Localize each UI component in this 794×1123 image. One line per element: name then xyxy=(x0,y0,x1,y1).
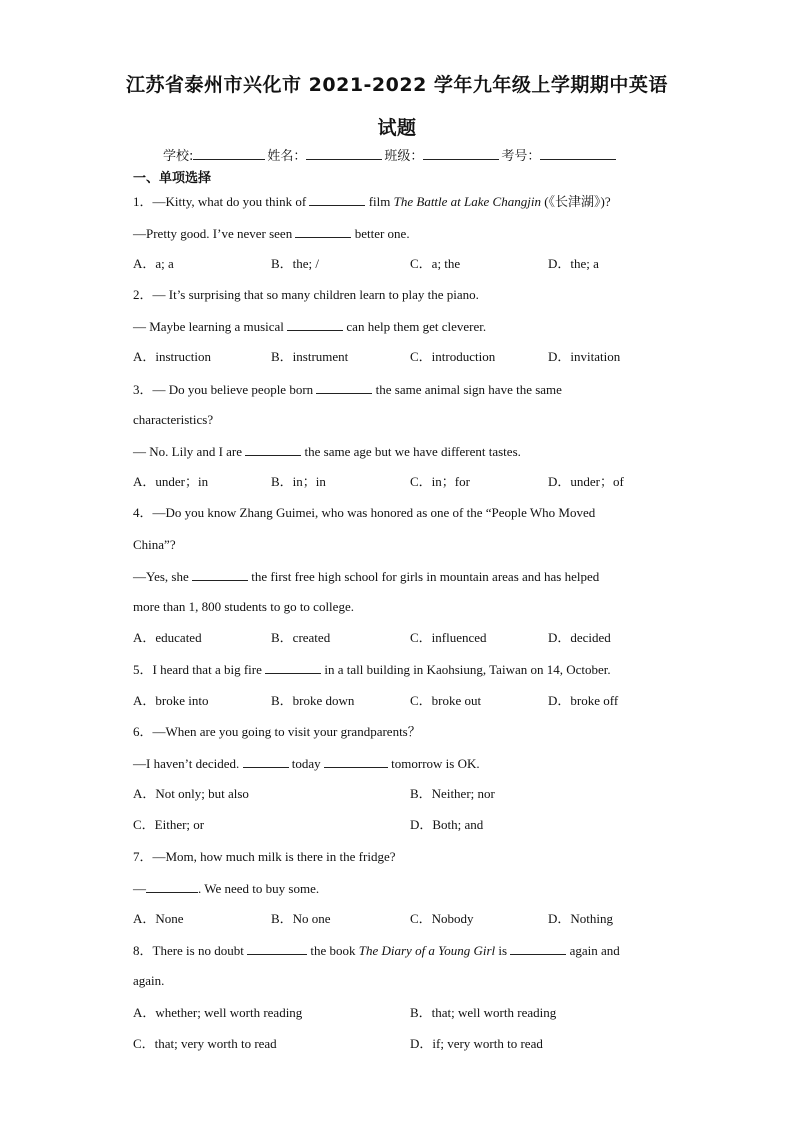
q2-option-a[interactable]: A．instruction xyxy=(133,349,211,364)
answer-blank[interactable] xyxy=(243,755,289,768)
question-3-text: 3．— Do you believe people born xyxy=(133,382,317,397)
page-title-continued: 试题 xyxy=(377,117,417,139)
answer-blank[interactable] xyxy=(265,661,321,674)
answer-blank[interactable] xyxy=(247,942,307,955)
q5-option-a[interactable]: A．broke into xyxy=(133,693,209,708)
question-5-text: in a tall building in Kaohsiung, Taiwan on 14, October. xyxy=(321,662,611,677)
q6-option-a[interactable]: A．Not only; but also xyxy=(133,786,249,801)
question-3-line-2: characteristics? xyxy=(133,412,214,427)
q3-option-d[interactable]: D．under；of xyxy=(548,474,624,489)
school-field[interactable] xyxy=(193,147,265,160)
film-title: The Battle at Lake Changjin xyxy=(393,194,541,209)
school-label: 学校: xyxy=(163,149,194,164)
question-1-line-2 xyxy=(133,225,410,242)
answer-blank[interactable] xyxy=(192,568,248,581)
q7-option-a[interactable]: A．None xyxy=(133,911,184,926)
q4-option-a[interactable]: A．educated xyxy=(133,630,202,645)
question-1-text: better one. xyxy=(351,226,410,241)
question-1-text: film xyxy=(365,194,394,209)
question-6-text: today xyxy=(288,756,324,771)
question-4-line-4: more than 1, 800 students to go to college. xyxy=(133,599,354,614)
question-4-text: —Yes, she xyxy=(133,569,192,584)
question-3-text: — No. Lily and I are xyxy=(133,444,246,459)
q2-option-d[interactable]: D．invitation xyxy=(548,349,621,364)
q7-option-c[interactable]: C．Nobody xyxy=(410,911,474,926)
question-1-line-1 xyxy=(133,193,611,210)
question-1-text: —Pretty good. I’ve never seen xyxy=(133,226,296,241)
question-7-text: — xyxy=(133,881,146,896)
question-4-line-1: 4．—Do you know Zhang Guimei, who was honored as one of the “People Who Moved xyxy=(133,505,596,520)
q5-option-d[interactable]: D．broke off xyxy=(548,693,619,708)
q8-option-d[interactable]: D．if; very worth to read xyxy=(410,1036,543,1051)
answer-blank[interactable] xyxy=(309,193,365,206)
q2-option-c[interactable]: C．introduction xyxy=(410,349,496,364)
answer-blank[interactable] xyxy=(287,318,343,331)
question-2-text: — Maybe learning a musical xyxy=(133,319,288,334)
question-8-text: 8．There is no doubt xyxy=(133,943,248,958)
class-label: 班级： xyxy=(384,149,424,164)
q2-option-b[interactable]: B．instrument xyxy=(271,349,349,364)
answer-blank[interactable] xyxy=(295,225,351,238)
q7-option-d[interactable]: D．Nothing xyxy=(548,911,614,926)
answer-blank[interactable] xyxy=(245,443,301,456)
q6-option-d[interactable]: D．Both; and xyxy=(410,817,484,832)
question-7-line-2 xyxy=(133,880,319,897)
class-field[interactable] xyxy=(423,147,499,160)
answer-blank[interactable] xyxy=(324,755,388,768)
q1-option-d[interactable]: D．the; a xyxy=(548,256,599,271)
book-title: The Diary of a Young Girl xyxy=(358,943,496,958)
question-6-text: tomorrow is OK. xyxy=(387,756,480,771)
q7-option-b[interactable]: B．No one xyxy=(271,911,331,926)
question-4-line-2: China”? xyxy=(133,537,176,552)
q8-option-b[interactable]: B．that; well worth reading xyxy=(410,1005,557,1020)
q1-option-c[interactable]: C．a; the xyxy=(410,256,461,271)
q3-option-b[interactable]: B．in；in xyxy=(271,474,326,489)
question-8-line-2: again. xyxy=(133,973,165,988)
question-4-text: the first free high school for girls in mountain areas and has helped xyxy=(248,569,600,584)
question-7-text: . We need to buy some. xyxy=(198,881,320,896)
question-3-text: the same age but we have different tastes. xyxy=(301,444,521,459)
number-label: 考号： xyxy=(501,149,541,164)
question-8-text: the book xyxy=(307,943,359,958)
question-5-text: 5．I heard that a big fire xyxy=(133,662,266,677)
q3-option-a[interactable]: A．under；in xyxy=(133,474,209,489)
q3-option-c[interactable]: C．in；for xyxy=(410,474,470,489)
question-2-text: can help them get cleverer. xyxy=(343,319,487,334)
question-6-text: —I haven’t decided. xyxy=(133,756,243,771)
answer-blank[interactable] xyxy=(510,942,566,955)
q1-option-a[interactable]: A．a; a xyxy=(133,256,174,271)
question-3-line-1 xyxy=(133,381,562,398)
q6-option-b[interactable]: B．Neither; nor xyxy=(410,786,495,801)
q8-option-c[interactable]: C．that; very worth to read xyxy=(133,1036,277,1051)
q5-option-c[interactable]: C．broke out xyxy=(410,693,482,708)
question-3-line-3 xyxy=(133,443,521,460)
name-label: 姓名： xyxy=(267,149,307,164)
question-5-line-1 xyxy=(133,661,611,678)
q8-option-a[interactable]: A．whether; well worth reading xyxy=(133,1005,303,1020)
section-heading: 一、单项选择 xyxy=(133,171,212,186)
answer-blank[interactable] xyxy=(146,880,198,893)
q1-option-b[interactable]: B．the; / xyxy=(271,256,320,271)
question-8-text: again and xyxy=(566,943,620,958)
question-1-text: (《长津湖》)? xyxy=(540,194,611,209)
question-6-line-2 xyxy=(133,755,480,772)
name-field[interactable] xyxy=(306,147,382,160)
question-8-line-1 xyxy=(133,942,620,959)
page-title: 江苏省泰州市兴化市 2021-2022 学年九年级上学期期中英语 xyxy=(126,74,668,96)
question-4-line-3 xyxy=(133,568,599,585)
q4-option-c[interactable]: C．influenced xyxy=(410,630,487,645)
question-6-line-1: 6．—When are you going to visit your grandparents？ xyxy=(133,724,421,739)
q5-option-b[interactable]: B．broke down xyxy=(271,693,355,708)
q6-option-c[interactable]: C．Either; or xyxy=(133,817,205,832)
number-field[interactable] xyxy=(540,147,616,160)
question-3-text: the same animal sign have the same xyxy=(372,382,562,397)
student-info-row xyxy=(163,145,618,164)
question-2-line-2 xyxy=(133,318,486,335)
question-7-line-1: 7．—Mom, how much milk is there in the fridge? xyxy=(133,849,396,864)
q4-option-b[interactable]: B．created xyxy=(271,630,331,645)
question-8-text: is xyxy=(495,943,511,958)
question-2-line-1: 2．— It’s surprising that so many children learn to play the piano. xyxy=(133,287,479,302)
q4-option-d[interactable]: D．decided xyxy=(548,630,611,645)
answer-blank[interactable] xyxy=(316,381,372,394)
question-1-text: 1．—Kitty, what do you think of xyxy=(133,194,310,209)
